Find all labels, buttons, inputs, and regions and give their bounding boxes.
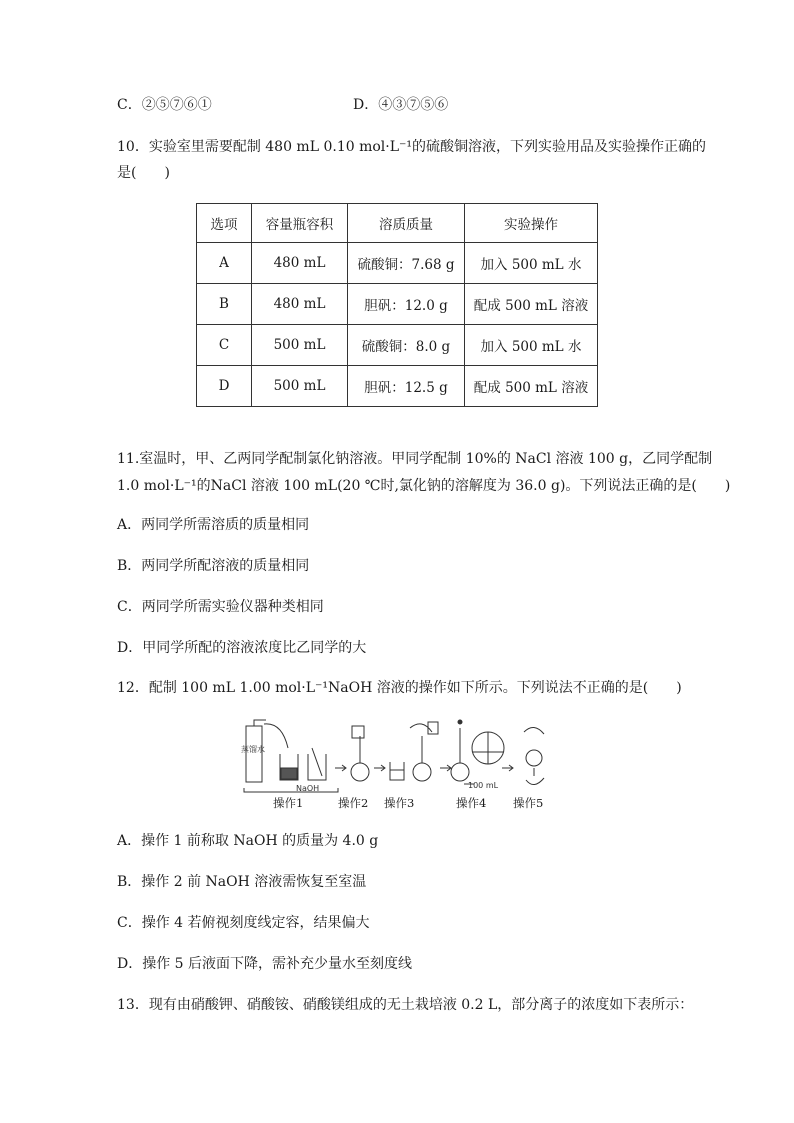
table-cell: 硫酸铜：8.0 g bbox=[348, 325, 465, 366]
naoh-label: NaOH bbox=[296, 784, 320, 793]
q9-option-c: C．②⑤⑦⑥① bbox=[117, 97, 212, 113]
q12-option-d: D．操作 5 后液面下降，需补充少量水至刻度线 bbox=[117, 956, 413, 972]
table-cell: D bbox=[197, 366, 252, 407]
volumetric-flask-icon bbox=[526, 750, 542, 766]
q11-option-c: C．两同学所需实验仪器种类相同 bbox=[117, 599, 324, 615]
q11-stem-line2: 1.0 mol·L⁻¹的NaCl 溶液 100 mL(20 ℃时,氯化钠的溶解度为 36.0 g)。下列说法正确的是( ) bbox=[117, 478, 731, 494]
q12-option-b: B．操作 2 前 NaOH 溶液需恢复至室温 bbox=[117, 874, 367, 890]
q11-option-a: A．两同学所需溶质的质量相同 bbox=[117, 517, 310, 533]
table-header: 选项 bbox=[197, 204, 252, 243]
table-header: 溶质质量 bbox=[348, 204, 465, 243]
table-cell: 胆矾：12.5 g bbox=[348, 366, 465, 407]
table-cell: 480 mL bbox=[252, 284, 348, 325]
table-cell: 胆矾：12.0 g bbox=[348, 284, 465, 325]
q12-option-a: A．操作 1 前称取 NaOH 的质量为 4.0 g bbox=[117, 833, 379, 849]
wash-bottle-icon bbox=[246, 726, 262, 782]
q11-option-b: B．两同学所配溶液的质量相同 bbox=[117, 558, 310, 574]
q11-option-d: D．甲同学所配的溶液浓度比乙同学的大 bbox=[117, 640, 367, 656]
table-header: 实验操作 bbox=[465, 204, 598, 243]
step-label-5: 操作5 bbox=[513, 796, 544, 810]
table-row bbox=[197, 243, 598, 284]
table-header: 容量瓶容积 bbox=[252, 204, 348, 243]
table-cell: 配成 500 mL 溶液 bbox=[465, 366, 598, 407]
table-row bbox=[197, 284, 598, 325]
beaker-icon bbox=[390, 762, 404, 780]
step-label-4: 操作4 bbox=[456, 796, 487, 810]
table-cell: 加入 500 mL 水 bbox=[465, 325, 598, 366]
step-label-2: 操作2 bbox=[338, 796, 369, 810]
table-cell: 500 mL bbox=[252, 366, 348, 407]
table-row bbox=[197, 366, 598, 407]
q9-option-d: D．④③⑦⑤⑥ bbox=[353, 97, 449, 113]
table-cell: 500 mL bbox=[252, 325, 348, 366]
volumetric-flask-icon bbox=[451, 763, 469, 781]
step-label-1: 操作1 bbox=[273, 796, 304, 810]
q13-stem: 13．现有由硝酸钾、硝酸铵、硝酸镁组成的无土栽培液 0.2 L，部分离子的浓度如下表所示： bbox=[117, 997, 694, 1013]
table-cell: A bbox=[197, 243, 252, 284]
q12-option-c: C．操作 4 若俯视刻度线定容，结果偏大 bbox=[117, 915, 370, 931]
table-row bbox=[197, 325, 598, 366]
table-cell: 480 mL bbox=[252, 243, 348, 284]
water-label: 蒸馏水 bbox=[241, 745, 265, 754]
table-cell: 配成 500 mL 溶液 bbox=[465, 284, 598, 325]
volume-label: 100 mL bbox=[468, 781, 499, 790]
table-cell: B bbox=[197, 284, 252, 325]
table-header-row bbox=[197, 204, 598, 243]
q10-stem-line1: 10．实验室里需要配制 480 mL 0.10 mol·L⁻¹的硫酸铜溶液，下列实验用品及实验操作正确的 bbox=[117, 139, 707, 155]
table-cell: C bbox=[197, 325, 252, 366]
q10-table bbox=[196, 203, 598, 407]
table-cell: 加入 500 mL 水 bbox=[465, 243, 598, 284]
volumetric-flask-icon bbox=[413, 763, 431, 781]
step-label-3: 操作3 bbox=[384, 796, 415, 810]
q11-stem-line1: 11.室温时，甲、乙两同学配制氯化钠溶液。甲同学配制 10%的 NaCl 溶液 100 g，乙同学配制 bbox=[117, 451, 713, 467]
beaker-icon bbox=[308, 754, 326, 780]
volumetric-flask-icon bbox=[351, 763, 369, 781]
q12-stem: 12．配制 100 mL 1.00 mol·L⁻¹NaOH 溶液的操作如下所示。下列说法不正确的是( ) bbox=[117, 680, 682, 696]
q10-stem-line2: 是( ) bbox=[117, 165, 170, 181]
table-cell: 硫酸铜：7.68 g bbox=[348, 243, 465, 284]
